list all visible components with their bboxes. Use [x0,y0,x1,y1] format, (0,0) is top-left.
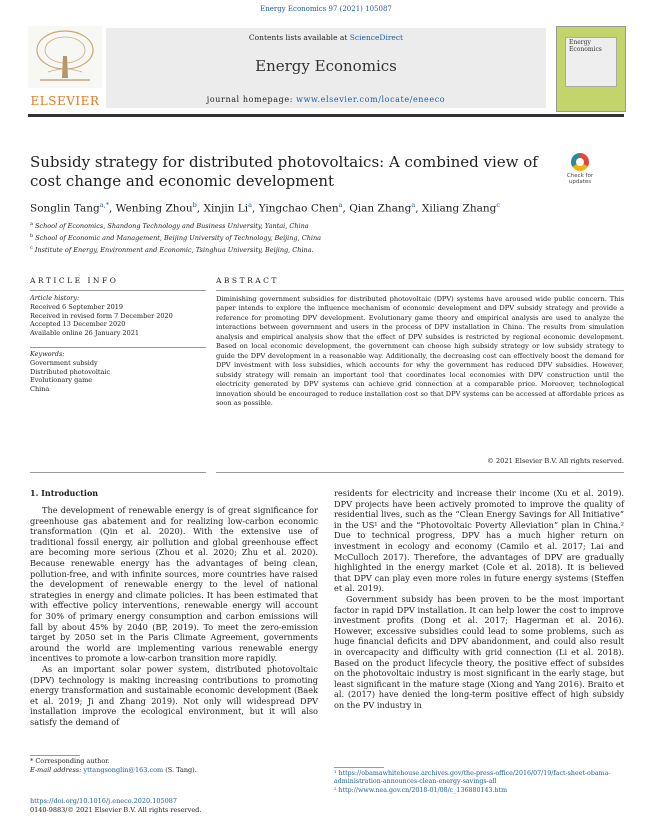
email-link[interactable]: yttangsonglin@163.com [83,765,164,774]
author[interactable]: Yingchao Chen [258,202,339,215]
homepage-link[interactable]: www.elsevier.com/locate/eneeco [296,95,446,104]
crossmark-label: Check for updates [566,173,594,185]
affiliation [30,244,610,256]
keyword: Government subsidy [30,358,98,367]
paragraph: Government subsidy has been proven to be the most important factor in rapid DPV installation. It can help lower the cost to improve investment profits (Dong et al. 2017; Hagerman et al. 2016). However, excessive subsidies could lead to some problems, such as huge financial deficits and DPV abandonment, and could also result in overcapacity and difficulty with grid connection (Li et al. 2018). Based on the product lifecycle theory, the positive effect of subsides on the photovoltaic industry is most significant in the early stage, but least significant in the mature stage (Xiong and Yang 2016). Braito et al. (2017) have denied the long-term positive effect of high subsidy on the PV industry in [334,593,624,710]
article-history [30,294,206,338]
author-affiliation-mark[interactable]: a [411,201,416,209]
history-item: Received in revised form 7 December 2020 [30,311,173,320]
author-list: Songlin Tang$^{a,*}$, Wenbing Zhou$^b$, Xinjin Li$^a$, Yingchao Chen$^a$, Qian Zhang$^a$, Xiliang Zhang$^c$ [30,201,500,215]
body-column-left [30,505,318,727]
paragraph: residents for electricity and increase their income (Xu et al. 2019). DPV projects have been actively promoted to improve the quality of residential lives, such as the “Clean Energy Savings for All Initiative” in the US¹ and the “Photovoltaic Poverty Alleviation” plan in China.² Due to technical progress, DPV has a much higher return on investment in ecology and economy (Camilo et al. 2017; Lai and McCulloch 2017). Therefore, the advantages of DPV are gradually highlighted in the energy market (Cole et al. 2018). It is believed that DPV can play even more roles in future energy systems (Steffen et al. 2019). [334,488,624,594]
affiliation-mark: b [30,232,34,239]
author[interactable]: Wenbing Zhou [115,202,193,215]
header-rule [28,114,624,117]
keywords-label: Keywords: [30,350,65,358]
divider [216,290,624,291]
footnote[interactable]: ² http://www.nea.gov.cn/2018-01/08/c_136880143.htm [334,786,508,794]
elsevier-tree-icon [28,26,102,88]
homepage-prefix: journal homepage: [206,95,297,104]
body-column-right [334,488,624,710]
affiliation-text: Institute of Energy, Environment and Economic, Tsinghua University, Beijing, China. [34,245,314,254]
author[interactable]: Songlin Tang [30,202,100,215]
divider [30,290,206,291]
abstract-text: Diminishing government subsidies for distributed photovoltaic (DPV) systems have aroused wide public concern. This paper intends to explore the influence mechanism of economic development and DPV subsidy strategy and provide a reference for promoting DPV development. Evolutionary game theory and empirical analysis are used to analyze the interactions between government and users in the process of DPV installation in China. The results from simulation analysis and empirical analysis show that the effect of DPV subsides is restricted by regional economic development. Based on local economic development, the government can choose high subsidy strategy or low subsidy strategy to guide the DPV development in a reasonable way. Additionally, the decreasing cost can effectively boost the demand for DPV investment with less subsidies, which accounts for why the government has reduced DPV subsidies. However, subsidy strategy will remain an important tool that coordinates local economies with DPV construction until the electricity generated by DPV systems can achieve grid connection at a comparable price. Moreover, technological innovation should be encouraged to reduce installation cost so that DPV systems can be accessed at affordable prices as soon as possible. [216,295,624,407]
paragraph: As an important solar power system, distributed photovoltaic (DPV) technology is making increasing contributions to promoting energy transformation and sustainable economic development (Baek et al. 2019; Ji and Zhang 2019). Not only will widespread DPV installation improve the ecological environment, but it will also satisfy the demand of [30,663,318,727]
author-affiliation-mark[interactable]: b [192,201,197,209]
sciencedirect-link[interactable]: ScienceDirect [349,33,404,42]
keyword: Evolutionary game [30,376,93,385]
crossmark-badge[interactable] [560,153,600,191]
author[interactable]: Qian Zhang [349,202,412,215]
paper-title: Subsidy strategy for distributed photovoltaics: A combined view of cost change and economic development [30,153,538,190]
history-item: Received 6 September 2019 [30,302,124,311]
footnote-rule [334,767,384,768]
email-line [30,766,320,775]
journal-title: Energy Economics [255,57,397,75]
issn-line: 0140-9883/© 2021 Elsevier B.V. All rights reserved. [30,805,202,814]
author-affiliation-mark[interactable]: a [248,201,252,209]
history-item: Accepted 13 December 2020 [30,320,126,329]
article-info-heading: ARTICLE INFO [30,276,119,285]
journal-reference[interactable]: Energy Economics 97 (2021) 105087 [260,5,392,13]
affiliations [30,220,610,255]
cover-title: Energy Economics [569,39,602,53]
email-label: E-mail address: [30,765,84,774]
author-affiliation-mark[interactable]: c [496,201,500,209]
elsevier-logo [28,26,102,108]
crossmark-icon [571,153,589,171]
journal-homepage [106,95,546,104]
affiliation [30,232,610,244]
divider [30,347,206,348]
history-label: Article history: [30,294,80,302]
contents-line [106,33,546,42]
keyword: Distributed photovoltaic [30,367,111,376]
abstract-copyright: © 2021 Elsevier B.V. All rights reserved. [487,457,624,465]
contents-prefix: Contents lists available at [248,33,350,42]
corresponding-author-note [30,757,320,774]
keywords [30,350,206,394]
affiliation [30,220,610,232]
abstract-heading: ABSTRACT [216,276,279,285]
author[interactable]: Xiliang Zhang [421,202,497,215]
doi-link[interactable]: https://doi.org/10.1016/j.eneco.2020.105087 [30,797,178,805]
paragraph: The development of renewable energy is of great significance for greenhouse gas abatement and for realizing low-carbon economic transformation (Qin et al. 2020). With the extensive use of traditional fossil energy, air pollution and global greenhouse effect are becoming more serious (Zhou et al. 2020; Zhu et al. 2020). Because renewable energy has the advantages of being clean, pollution-free, and with infinite sources, more countries have raised the development of renewable energy to the level of national strategies in energy and climate policies. It has been estimated that with effective policy interventions, renewable energy will account for 30% of primary energy consumption and carbon emissions will fall by about 45% by 2040 (BP, 2019). To meet the zero-emission target by 2050 set in the Paris Climate Agreement, governments around the world are implementing various renewable energy incentives to promote a low-carbon transition more rapidly. [30,505,318,664]
doi-block [30,797,330,814]
history-item: Available online 26 January 2021 [30,329,139,338]
footnotes [334,770,624,795]
author[interactable]: Xinjin Li [203,202,249,215]
keyword: China [30,385,50,394]
email-suffix: (S. Tang). [163,765,197,774]
divider [30,472,206,473]
section-heading: 1. Introduction [30,488,99,498]
affiliation-mark: c [30,244,33,251]
elsevier-wordmark: ELSEVIER [30,94,100,108]
footnote[interactable]: ¹ https://obamawhitehouse.archives.gov/the-press-office/2016/07/19/fact-sheet-obama-administration-announces-clean-energy-savings-all [334,770,611,786]
author-affiliation-mark[interactable]: a [338,201,343,209]
journal-cover[interactable] [556,26,626,112]
divider [216,472,624,473]
corresponding-label: * Corresponding author. [30,757,110,765]
footnote-rule [30,755,80,756]
cover-panel [565,37,617,87]
affiliation-text: School of Economics, Shandong Technology and Business University, Yantai, China [34,222,309,231]
affiliation-text: School of Economic and Management, Beijing University of Technology, Beijing, China [35,233,322,242]
author-affiliation-mark[interactable]: a,* [99,201,109,209]
affiliation-mark: a [30,221,33,227]
